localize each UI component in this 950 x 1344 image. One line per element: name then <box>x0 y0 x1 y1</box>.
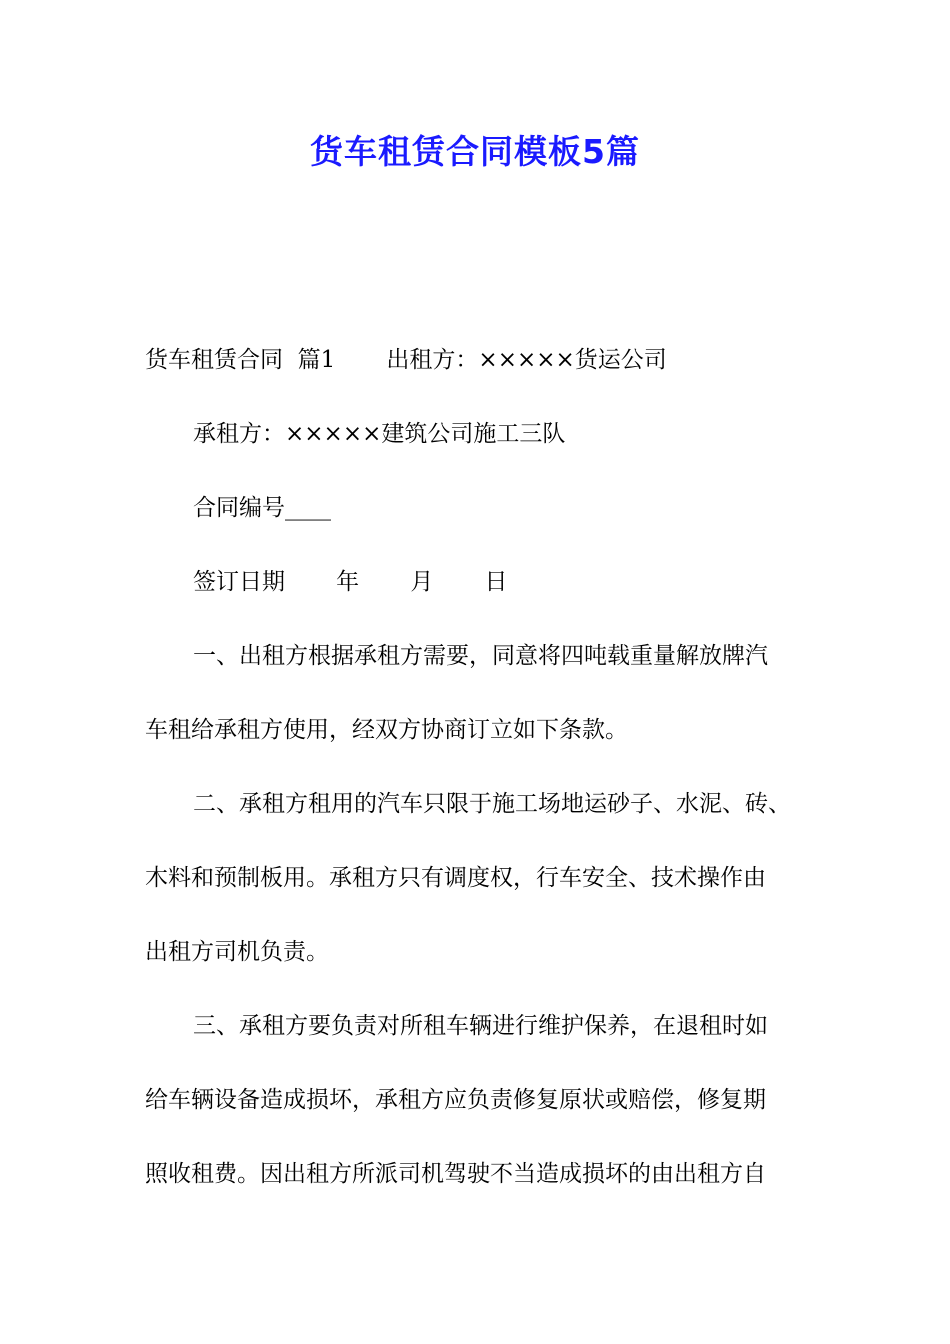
text-line: 三、承租方要负责对所租车辆进行维护保养，在退租时如 <box>193 1013 768 1039</box>
text-line: 二、承租方租用的汽车只限于施工场地运砂子、水泥、砖、 <box>193 791 791 817</box>
document-body <box>145 336 835 1224</box>
text-line: 出租方司机负责。 <box>145 939 329 965</box>
text-line: 照收租费。因出租方所派司机驾驶不当造成损坏的由出租方自 <box>145 1161 766 1187</box>
text-line: 签订日期 年 月 日 <box>193 569 508 595</box>
text-line: 给车辆设备造成损坏，承租方应负责修复原状或赔偿，修复期 <box>145 1087 766 1113</box>
document-title: 货车租赁合同模板5篇 <box>310 132 640 171</box>
text-line: 承租方：×××××建筑公司施工三队 <box>193 421 566 447</box>
text-line: 车租给承租方使用，经双方协商订立如下条款。 <box>145 717 628 743</box>
text-line: 一、出租方根据承租方需要，同意将四吨载重量解放牌汽 <box>193 643 768 669</box>
text-line: 货车租赁合同 篇1 出租方：×××××货运公司 <box>145 347 667 373</box>
text-line: 木料和预制板用。承租方只有调度权，行车安全、技术操作由 <box>145 865 766 891</box>
text-line: 合同编号____ <box>193 495 331 521</box>
